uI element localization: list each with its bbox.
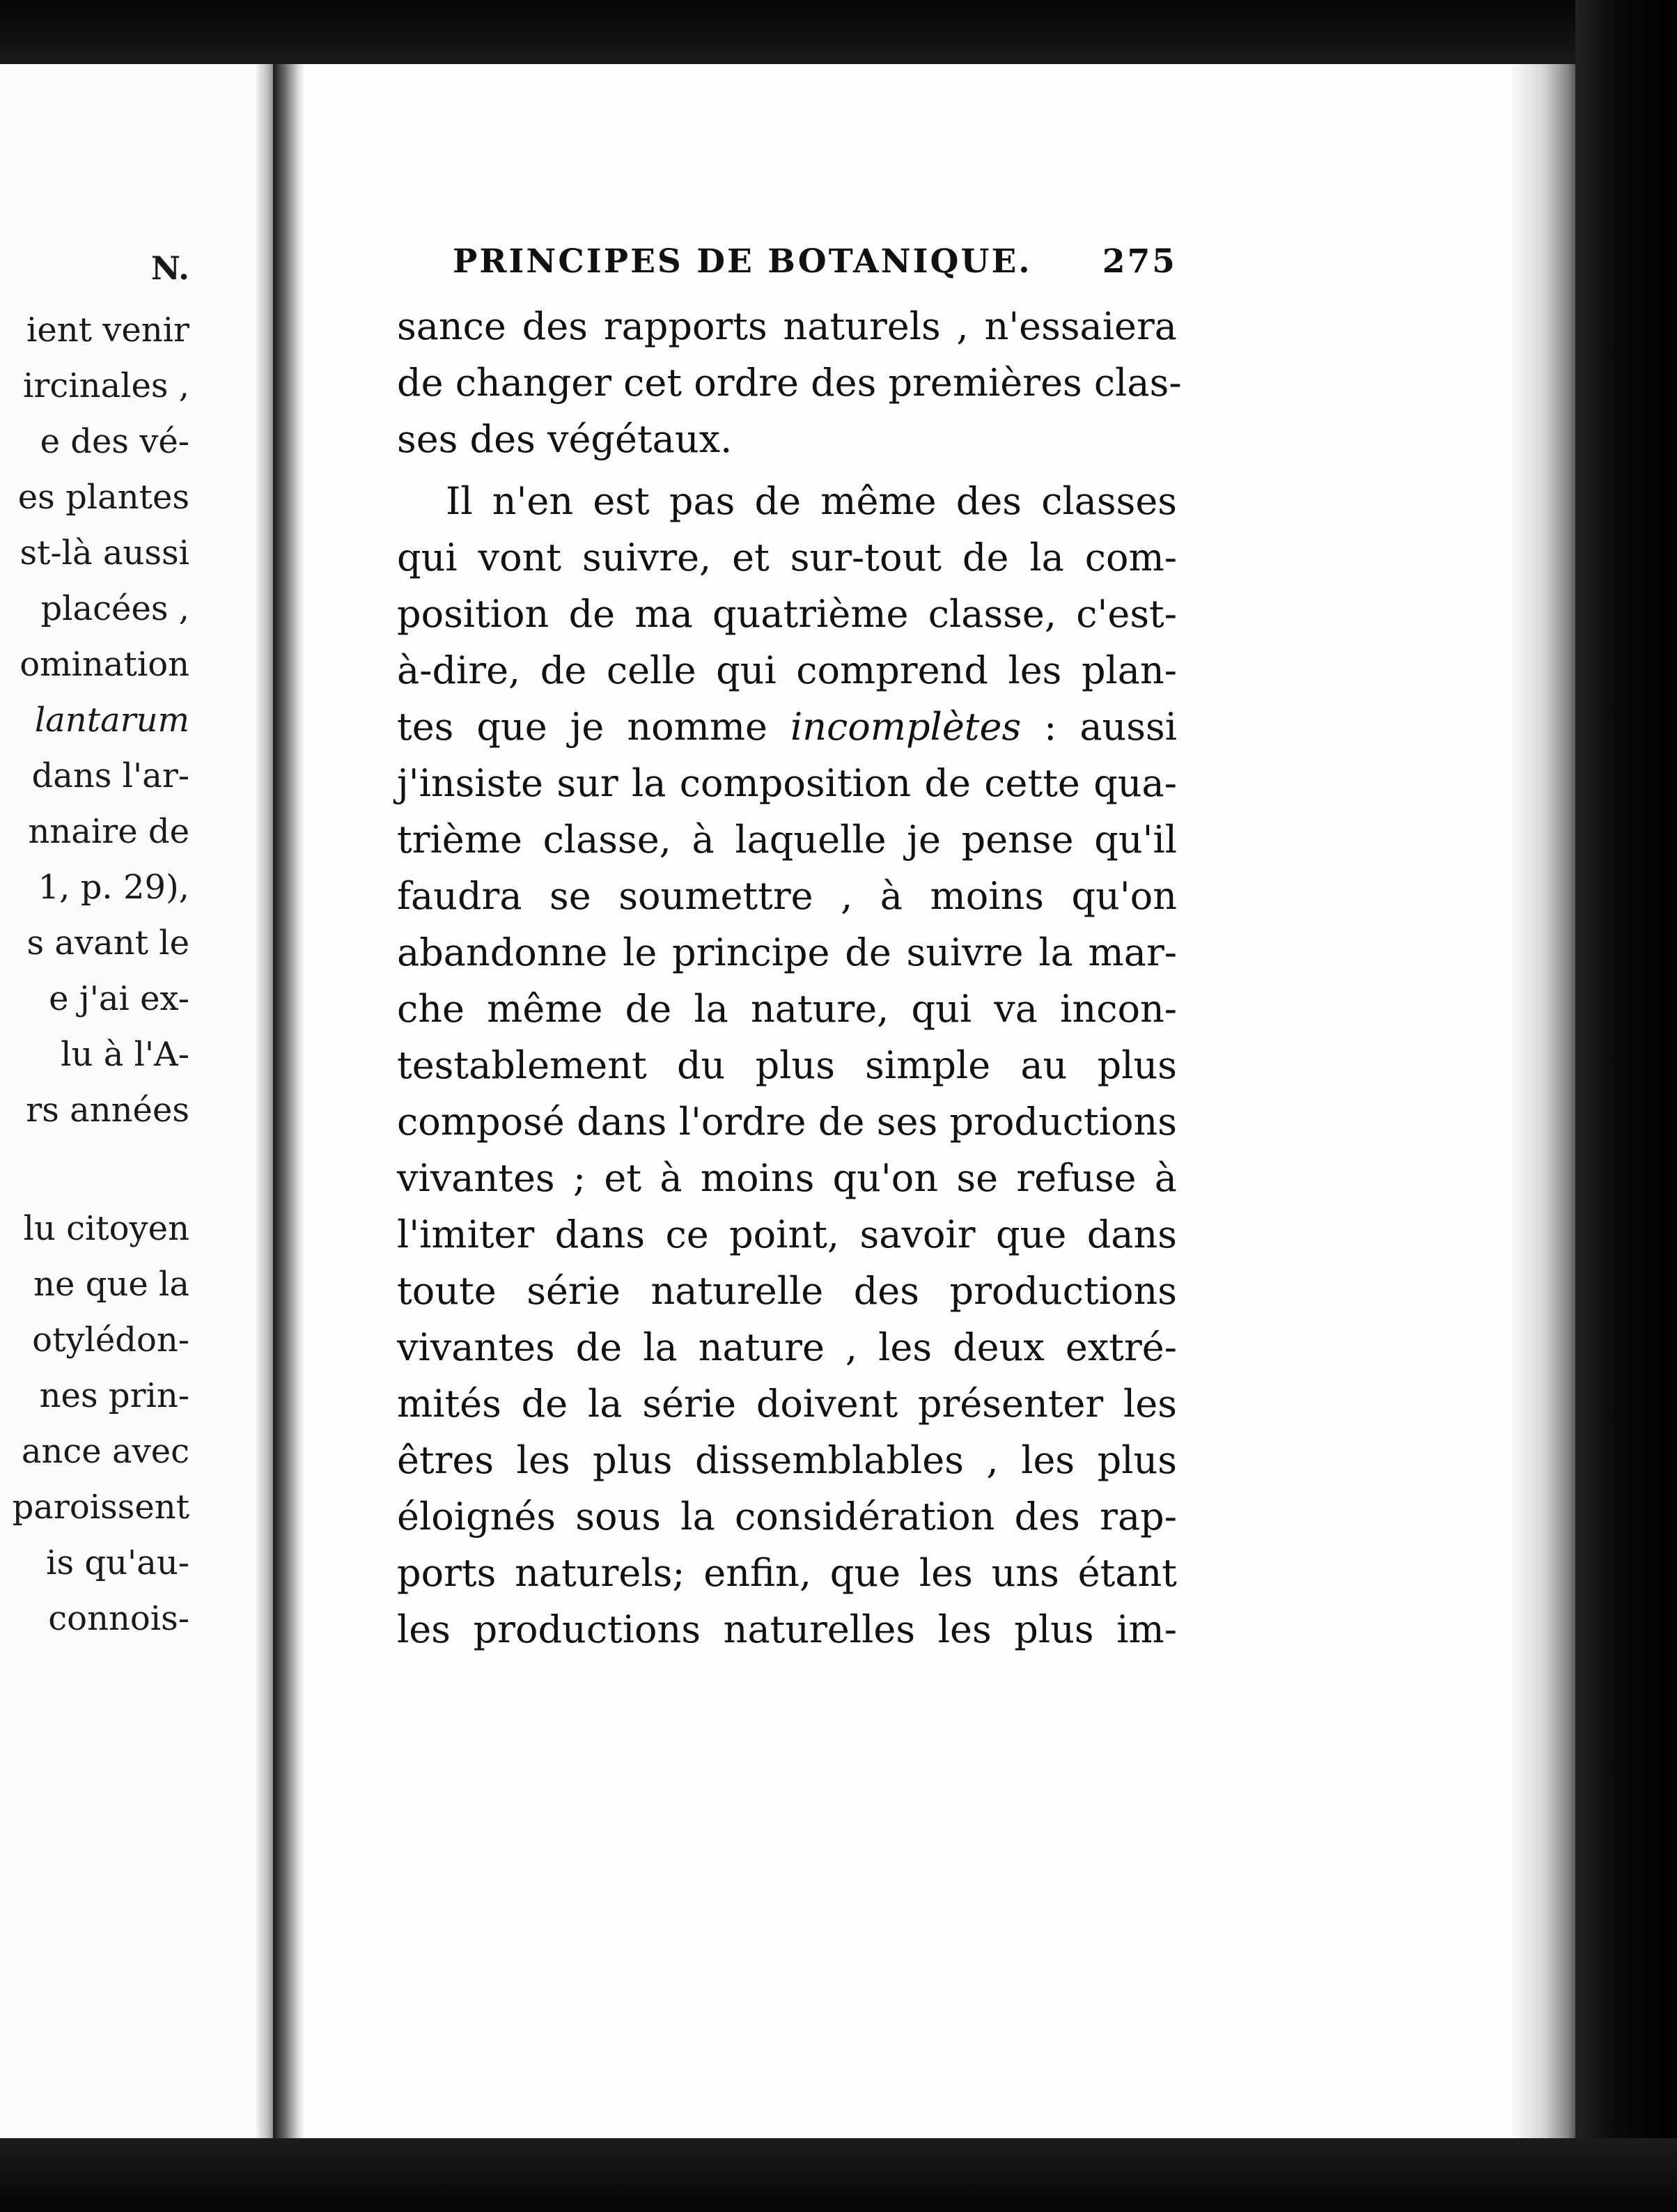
left-page-line: ance avec bbox=[21, 1432, 189, 1471]
left-page-line: e j'ai ex- bbox=[49, 979, 189, 1018]
left-page-line: connois- bbox=[48, 1599, 189, 1638]
text-line: ses des végétaux. bbox=[397, 417, 733, 461]
running-head bbox=[453, 242, 1177, 281]
left-page-line: nnaire de bbox=[28, 812, 189, 851]
left-page-line: s avant le bbox=[26, 924, 189, 963]
text-line: abandonne le principe de suivre la mar- bbox=[397, 930, 1177, 974]
scan-border-top bbox=[0, 0, 1677, 64]
text-line: mités de la série doivent présenter les bbox=[397, 1382, 1177, 1426]
text-line: de changer cet ordre des premières clas- bbox=[397, 361, 1182, 405]
left-page-line: ient venir bbox=[26, 311, 189, 350]
left-page-line: es plantes bbox=[17, 478, 189, 517]
text-line: faudra se soumettre , à moins qu'on bbox=[397, 874, 1177, 918]
body-text bbox=[397, 298, 1182, 1658]
text-line-start: tes que je nomme bbox=[397, 705, 790, 749]
left-page-line: e des vé- bbox=[40, 422, 189, 461]
left-page-line: lu citoyen bbox=[23, 1209, 189, 1248]
text-line: vivantes ; et à moins qu'on se refuse à bbox=[397, 1156, 1177, 1200]
text-line: êtres les plus dissemblables , les plus bbox=[397, 1438, 1177, 1482]
text-line: l'imiter dans ce point, savoir que dans bbox=[397, 1213, 1177, 1256]
text-line: sance des rapports naturels , n'essaiera bbox=[397, 304, 1177, 348]
text-line: Il n'en est pas de même des classes bbox=[446, 479, 1177, 523]
left-page-line: paroissent bbox=[12, 1488, 189, 1527]
spine-shadow bbox=[273, 64, 305, 2138]
text-line: composé dans l'ordre de ses productions bbox=[397, 1100, 1177, 1144]
text-line: les productions naturelles les plus im- bbox=[397, 1607, 1177, 1651]
left-page-line: lantarum bbox=[34, 701, 189, 740]
left-page-line: ircinales , bbox=[23, 366, 189, 405]
text-line: toute série naturelle des productions bbox=[397, 1269, 1177, 1313]
scan-border-bottom bbox=[0, 2138, 1677, 2212]
text-line: trième classe, à laquelle je pense qu'il bbox=[397, 818, 1177, 862]
text-line: qui vont suivre, et sur-tout de la com- bbox=[397, 536, 1177, 579]
left-page-line: placées , bbox=[40, 589, 189, 628]
text-line: à-dire, de celle qui comprend les plan- bbox=[397, 648, 1177, 692]
left-page-line: 1, p. 29), bbox=[38, 868, 189, 907]
left-page-line: st-là aussi bbox=[20, 533, 189, 573]
text-line-end: : aussi bbox=[1021, 705, 1177, 749]
left-facing-page bbox=[0, 64, 273, 2147]
left-page-line: omination bbox=[20, 645, 189, 684]
italic-term: incomplètes bbox=[790, 705, 1022, 749]
text-line: ports naturels; enfin, que les uns étant bbox=[397, 1551, 1177, 1595]
left-page-line: otylédon- bbox=[32, 1321, 189, 1360]
text-line: testablement du plus simple au plus bbox=[397, 1043, 1177, 1087]
page-number: 275 bbox=[1102, 242, 1177, 281]
text-line: j'insiste sur la composition de cette qua- bbox=[397, 761, 1177, 805]
left-page-line: rs années bbox=[26, 1091, 189, 1130]
text-line: éloignés sous la considération des rap- bbox=[397, 1495, 1177, 1539]
page-edge-shadow bbox=[1511, 64, 1581, 2138]
left-page-line: lu à l'A- bbox=[61, 1035, 189, 1074]
scan-border-right bbox=[1575, 0, 1677, 2212]
text-line: vivantes de la nature , les deux extré- bbox=[397, 1325, 1177, 1369]
left-page-line: is qu'au- bbox=[46, 1543, 189, 1582]
left-page-line: ne que la bbox=[33, 1265, 189, 1304]
left-page-line: nes prin- bbox=[39, 1376, 189, 1415]
left-page-heading: N. bbox=[150, 249, 189, 287]
text-line: position de ma quatrième classe, c'est- bbox=[397, 592, 1177, 636]
left-page-line: dans l'ar- bbox=[31, 756, 189, 795]
running-head-title: PRINCIPES DE BOTANIQUE. bbox=[453, 242, 1032, 281]
text-line: che même de la nature, qui va incon- bbox=[397, 987, 1177, 1031]
text-line bbox=[397, 699, 1177, 755]
